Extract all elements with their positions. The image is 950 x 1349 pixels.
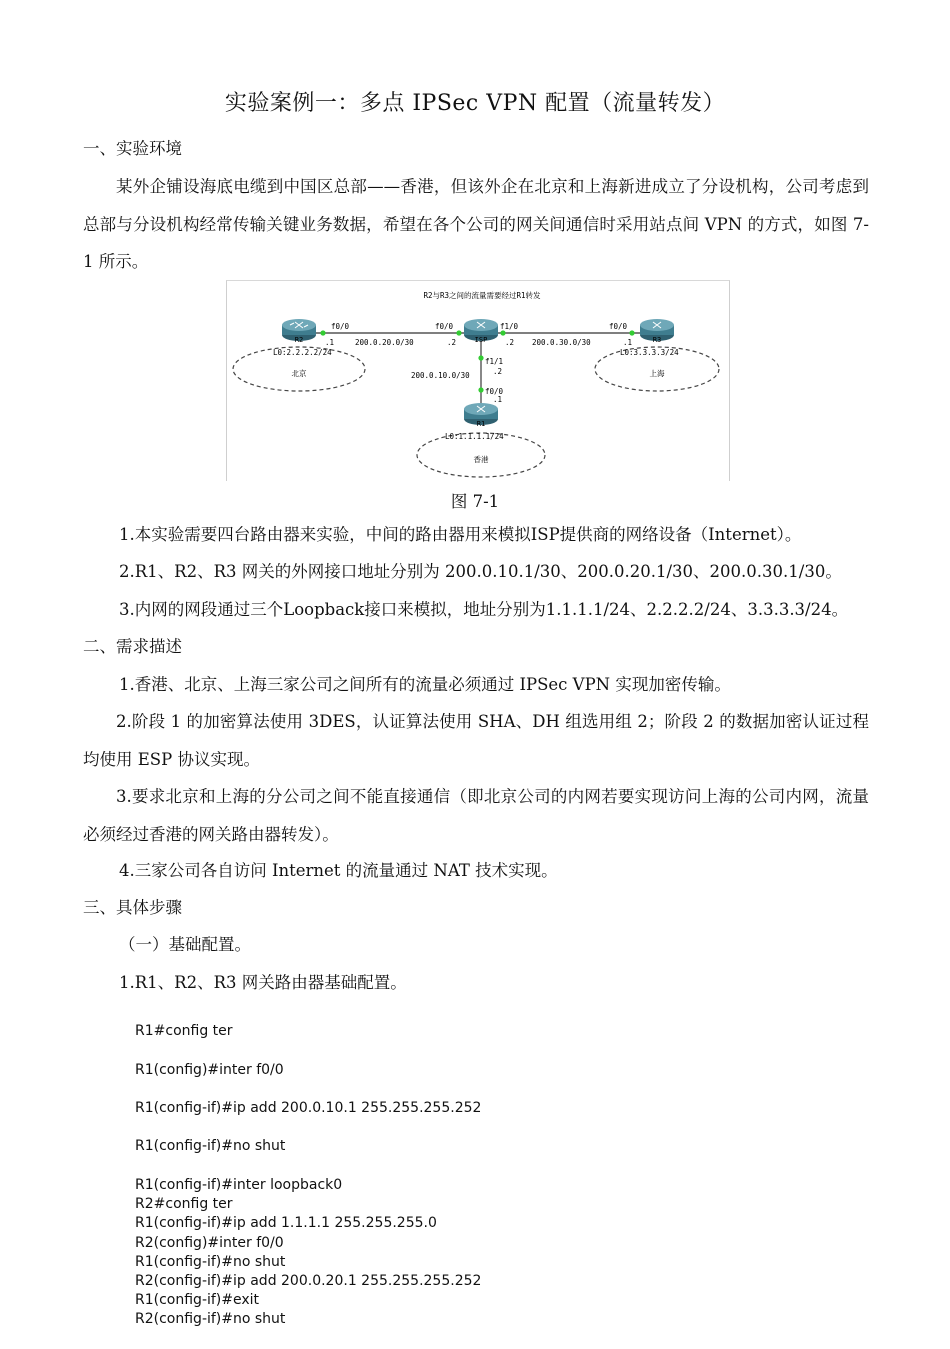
env-item-3: 3.内网的网段通过三个Loopback接口来模拟，地址分别为1.1.1.1/24、2.2.2.2/24、3.3.3.3/24。: [119, 600, 849, 619]
figure-caption: 图 7-1: [450, 492, 500, 511]
document-title: 实验案例一：多点 IPSec VPN 配置（流量转发）: [224, 91, 726, 116]
code-line: R2(config-if)#no shut: [135, 1311, 286, 1328]
subnet-label-isp-r3: 200.0.30.0/30: [532, 338, 591, 347]
port-label-isp-f1-0: f1/0: [500, 322, 519, 331]
subnet-label-isp-r1: 200.0.10.0/30: [411, 371, 470, 380]
section-heading-environment: 一、实验环境: [83, 139, 182, 158]
network-topology-figure: [226, 280, 730, 481]
port-dot-r2: [320, 330, 325, 335]
router-label-r3: R3: [652, 336, 662, 344]
code-line: R1(config-if)#exit: [135, 1292, 260, 1309]
env-item-2: 2.R1、R2、R3 网关的外网接口地址分别为 200.0.10.1/30、200.0.20.1/30、200.0.30.1/30。: [119, 562, 842, 581]
router-label-isp: ISP: [474, 336, 488, 344]
req-item-2: 2.阶段 1 的加密算法使用 3DES，认证算法使用 SHA、DH 组选用组 2；阶段 2 的数据加密认证过程均使用 ESP 协议实现。: [83, 712, 869, 769]
port-label-r1-f0-0: f0/0: [485, 387, 504, 396]
diagram-title: R2与R3之间的流量需要经过R1转发: [423, 291, 541, 300]
subnet-label-r2-isp: 200.0.20.0/30: [355, 338, 414, 347]
code-line: R2(config)#inter f0/0: [135, 1234, 284, 1251]
intro-paragraph: 某外企铺设海底电缆到中国区总部——香港，但该外企在北京和上海新进成立了分设机构，公司考虑到总部与分设机构经常传输关键业务数据，希望在各个公司的网关间通信时采用站点间 VPN 的方式，如图 7-1 所示。: [83, 177, 869, 271]
code-line: R1(config-if)#ip add 200.0.10.1 255.255.255.252: [135, 1100, 482, 1117]
code-line: R2(config-if)#ip add 200.0.20.1 255.255.255.252: [135, 1273, 482, 1290]
code-line: R2#config ter: [135, 1196, 233, 1213]
req-item-3: 3.要求北京和上海的分公司之间不能直接通信（即北京公司的内网若要实现访问上海的公司内网，流量必须经过香港的网关路由器转发）。: [83, 787, 869, 844]
port-dot-isp-left: [456, 330, 461, 335]
code-line: R1(config-if)#inter loopback0: [135, 1176, 343, 1193]
host-label-isp-left: .2: [447, 338, 457, 347]
code-line: R1(config)#inter f0/0: [135, 1061, 284, 1078]
port-dot-isp-right: [500, 330, 505, 335]
section-heading-steps: 三、具体步骤: [83, 898, 182, 917]
port-label-isp-f1-1: f1/1: [485, 357, 504, 366]
site-label-hongkong: 香港: [473, 455, 489, 464]
host-label-r1: .1: [493, 395, 503, 404]
host-label-r3: .1: [623, 338, 633, 347]
code-line: R1(config-if)#ip add 1.1.1.1 255.255.255.0: [135, 1215, 437, 1232]
router-label-r2: R2: [294, 336, 304, 344]
site-label-shanghai: 上海: [649, 369, 665, 378]
router-label-r1: R1: [476, 420, 486, 428]
req-item-1: 1.香港、北京、上海三家公司之间所有的流量必须通过 IPSec VPN 实现加密传输。: [119, 675, 731, 694]
port-dot-isp-down: [478, 355, 483, 360]
loopback-label-r1: L0:1.1.1.1/24: [445, 432, 504, 441]
topology-diagram: [227, 281, 729, 481]
host-label-isp-down: .2: [493, 367, 503, 376]
req-item-4: 4.三家公司各自访问 Internet 的流量通过 NAT 技术实现。: [119, 861, 558, 880]
code-line: R1(config-if)#no shut: [135, 1138, 286, 1155]
port-label-r2-f0-0: f0/0: [331, 322, 350, 331]
host-label-isp-right: .2: [505, 338, 515, 347]
code-line: R1(config-if)#no shut: [135, 1253, 286, 1270]
port-label-r3-f0-0: f0/0: [609, 322, 628, 331]
step-item-1: 1.R1、R2、R3 网关路由器基础配置。: [119, 973, 407, 992]
port-dot-r1: [478, 387, 483, 392]
host-label-r2: .1: [325, 338, 335, 347]
section-heading-requirements: 二、需求描述: [83, 637, 182, 656]
site-label-beijing: 北京: [291, 369, 307, 378]
loopback-label-r3: L0:3.3.3.3/24: [620, 348, 679, 357]
env-item-1: 1.本实验需要四台路由器来实验，中间的路由器用来模拟ISP提供商的网络设备（Internet）。: [119, 525, 802, 544]
step-subheading-basic-config: （一）基础配置。: [119, 935, 251, 954]
code-line: R1#config ter: [135, 1023, 233, 1040]
code-block-r2: [135, 1176, 481, 1349]
port-dot-r3: [629, 330, 634, 335]
port-label-isp-f0-0: f0/0: [435, 322, 454, 331]
loopback-label-r2: L0:2.2.2.2/24: [273, 348, 332, 357]
